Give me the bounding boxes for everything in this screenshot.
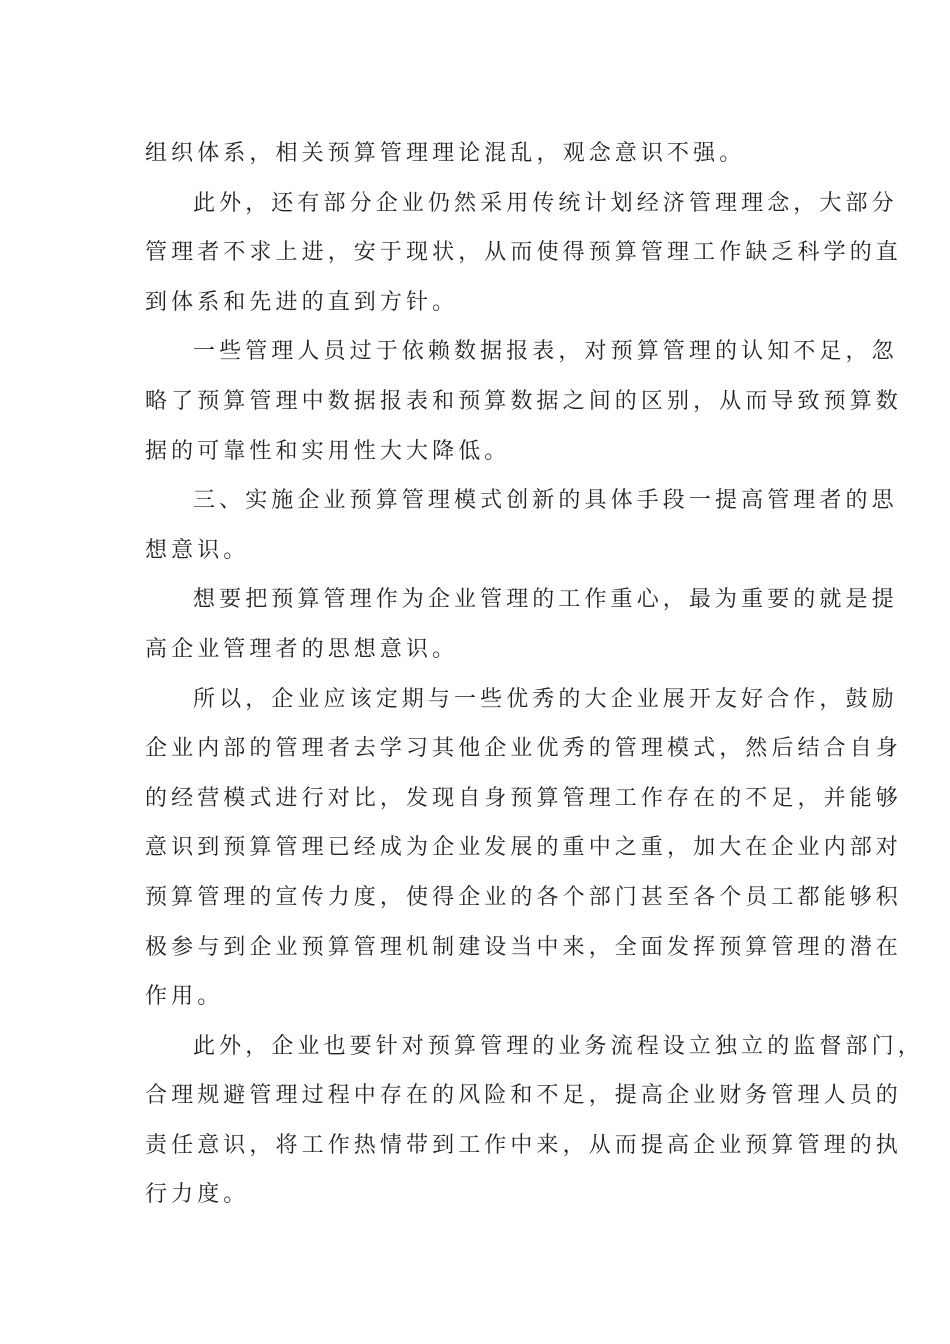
paragraph-line: 略了预算管理中数据报表和预算数据之间的区别，从而导致预算数 — [145, 388, 902, 414]
paragraph-first-line: 三、实施企业预算管理模式创新的具体手段一提高管理者的思 — [193, 488, 898, 514]
paragraph-line: 想意识。 — [145, 537, 250, 563]
paragraph-first-line: 此外，企业也要针对预算管理的业务流程设立独立的监督部门， — [193, 1033, 924, 1059]
paragraph-first-line: 想要把预算管理作为企业管理的工作重心，最为重要的就是提 — [193, 587, 898, 613]
document-body — [145, 129, 924, 1220]
paragraph-first-line: 此外，还有部分企业仍然采用传统计划经济管理理念，大部分 — [193, 190, 898, 216]
paragraph-line: 责任意识，将工作热情带到工作中来，从而提高企业预算管理的执 — [145, 1132, 902, 1158]
paragraph-first-line: 所以，企业应该定期与一些优秀的大企业展开友好合作，鼓励 — [193, 686, 898, 712]
paragraph-line: 行力度。 — [145, 1182, 250, 1208]
paragraph-line: 预算管理的宣传力度，使得企业的各个部门甚至各个员工都能够积 — [145, 884, 902, 910]
paragraph-line: 据的可靠性和实用性大大降低。 — [145, 438, 511, 464]
paragraph-line: 管理者不求上进，安于现状，从而使得预算管理工作缺乏科学的直 — [145, 240, 902, 266]
paragraph-line: 意识到预算管理已经成为企业发展的重中之重，加大在企业内部对 — [145, 835, 902, 861]
paragraph-line: 作用。 — [145, 984, 224, 1010]
paragraph-line: 极参与到企业预算管理机制建设当中来，全面发挥预算管理的潜在 — [145, 934, 902, 960]
paragraph-line: 的经营模式进行对比，发现自身预算管理工作存在的不足，并能够 — [145, 785, 902, 811]
paragraph-line: 合理规避管理过程中存在的风险和不足，提高企业财务管理人员的 — [145, 1083, 902, 1109]
paragraph-line: 组织体系，相关预算管理理论混乱，观念意识不强。 — [145, 141, 746, 166]
paragraph-first-line: 一些管理人员过于依赖数据报表，对预算管理的认知不足，忽 — [193, 339, 898, 365]
paragraph-line: 高企业管理者的思想意识。 — [145, 636, 459, 662]
paragraph-line: 企业内部的管理者去学习其他企业优秀的管理模式，然后结合自身 — [145, 736, 902, 762]
paragraph-line: 到体系和先进的直到方针。 — [145, 289, 459, 315]
